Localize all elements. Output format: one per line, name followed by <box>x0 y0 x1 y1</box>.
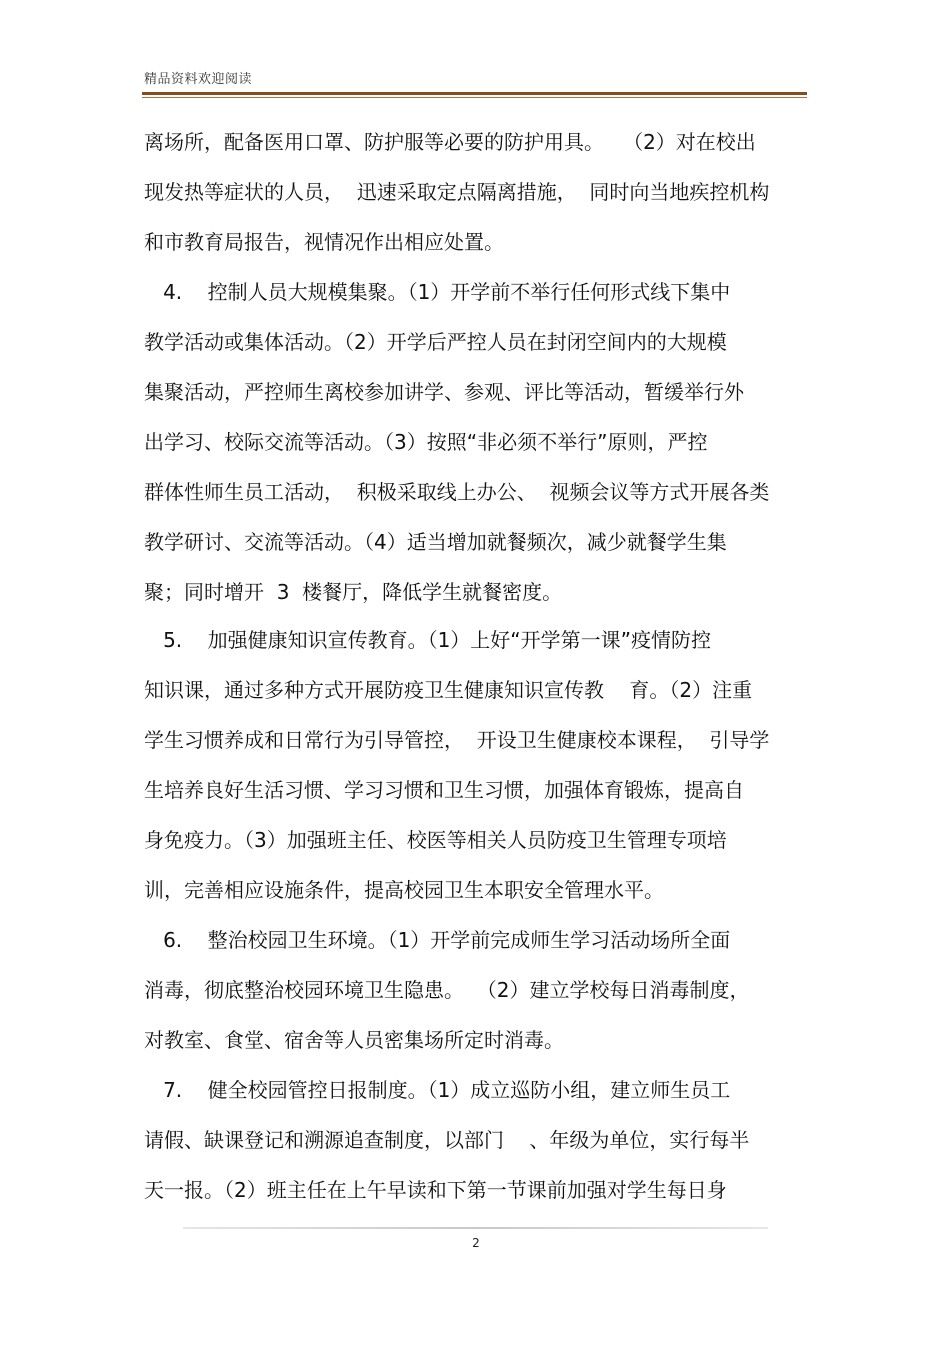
page-number: 2 <box>472 1236 480 1250</box>
text-line: 离场所，配备医用口罩、防护服等必要的防护用具。 （2）对在校出 <box>144 130 756 154</box>
text-line: 群体性师生员工活动， 积极采取线上办公、 视频会议等方式开展各类 <box>144 480 770 504</box>
header-divider-thick <box>142 92 807 95</box>
text-line: 7. 健全校园管控日报制度。（1）成立巡防小组，建立师生员工 <box>144 1078 731 1102</box>
text-line: 聚；同时增开 3 楼餐厅，降低学生就餐密度。 <box>144 580 563 604</box>
text-line: 集聚活动，严控师生离校参加讲学、参观、评比等活动，暂缓举行外 <box>144 380 744 404</box>
header-divider-thin <box>142 97 807 98</box>
text-line: 6. 整治校园卫生环境。（1）开学前完成师生学习活动场所全面 <box>144 928 731 952</box>
text-line: 天一报。（2）班主任在上午早读和下第一节课前加强对学生每日身 <box>144 1178 727 1202</box>
text-line: 教学活动或集体活动。（2）开学后严控人员在封闭空间内的大规模 <box>144 330 727 354</box>
text-line: 对教室、食堂、宿舍等人员密集场所定时消毒。 <box>144 1028 564 1052</box>
text-line: 学生习惯养成和日常行为引导管控， 开设卫生健康校本课程， 引导学 <box>144 728 770 752</box>
text-line: 知识课，通过多种方式开展防疫卫生健康知识宣传教 育。（2）注重 <box>144 678 753 702</box>
text-line: 训，完善相应设施条件，提高校园卫生本职安全管理水平。 <box>144 878 664 902</box>
text-line: 出学习、校际交流等活动。（3）按照“非必须不举行”原则，严控 <box>144 430 708 454</box>
text-line: 4. 控制人员大规模集聚。（1）开学前不举行任何形式线下集中 <box>144 280 731 304</box>
text-line: 教学研讨、交流等活动。（4）适当增加就餐频次，减少就餐学生集 <box>144 530 727 554</box>
text-line: 5. 加强健康知识宣传教育。（1）上好“开学第一课”疫情防控 <box>144 628 712 652</box>
text-line: 和市教育局报告，视情况作出相应处置。 <box>144 230 504 254</box>
text-line: 生培养良好生活习惯、学习习惯和卫生习惯，加强体育锻炼，提高自 <box>144 778 744 802</box>
text-line: 现发热等症状的人员， 迅速采取定点隔离措施， 同时向当地疾控机构 <box>144 180 770 204</box>
text-line: 请假、缺课登记和溯源追查制度，以部门 、年级为单位，实行每半 <box>144 1128 750 1152</box>
header-title: 精品资料欢迎阅读 <box>144 72 253 87</box>
text-line: 身免疫力。（3）加强班主任、校医等相关人员防疫卫生管理专项培 <box>144 828 727 852</box>
footer-divider <box>183 1227 768 1229</box>
text-line: 消毒，彻底整治校园环境卫生隐患。 （2）建立学校每日消毒制度， <box>144 978 750 1002</box>
